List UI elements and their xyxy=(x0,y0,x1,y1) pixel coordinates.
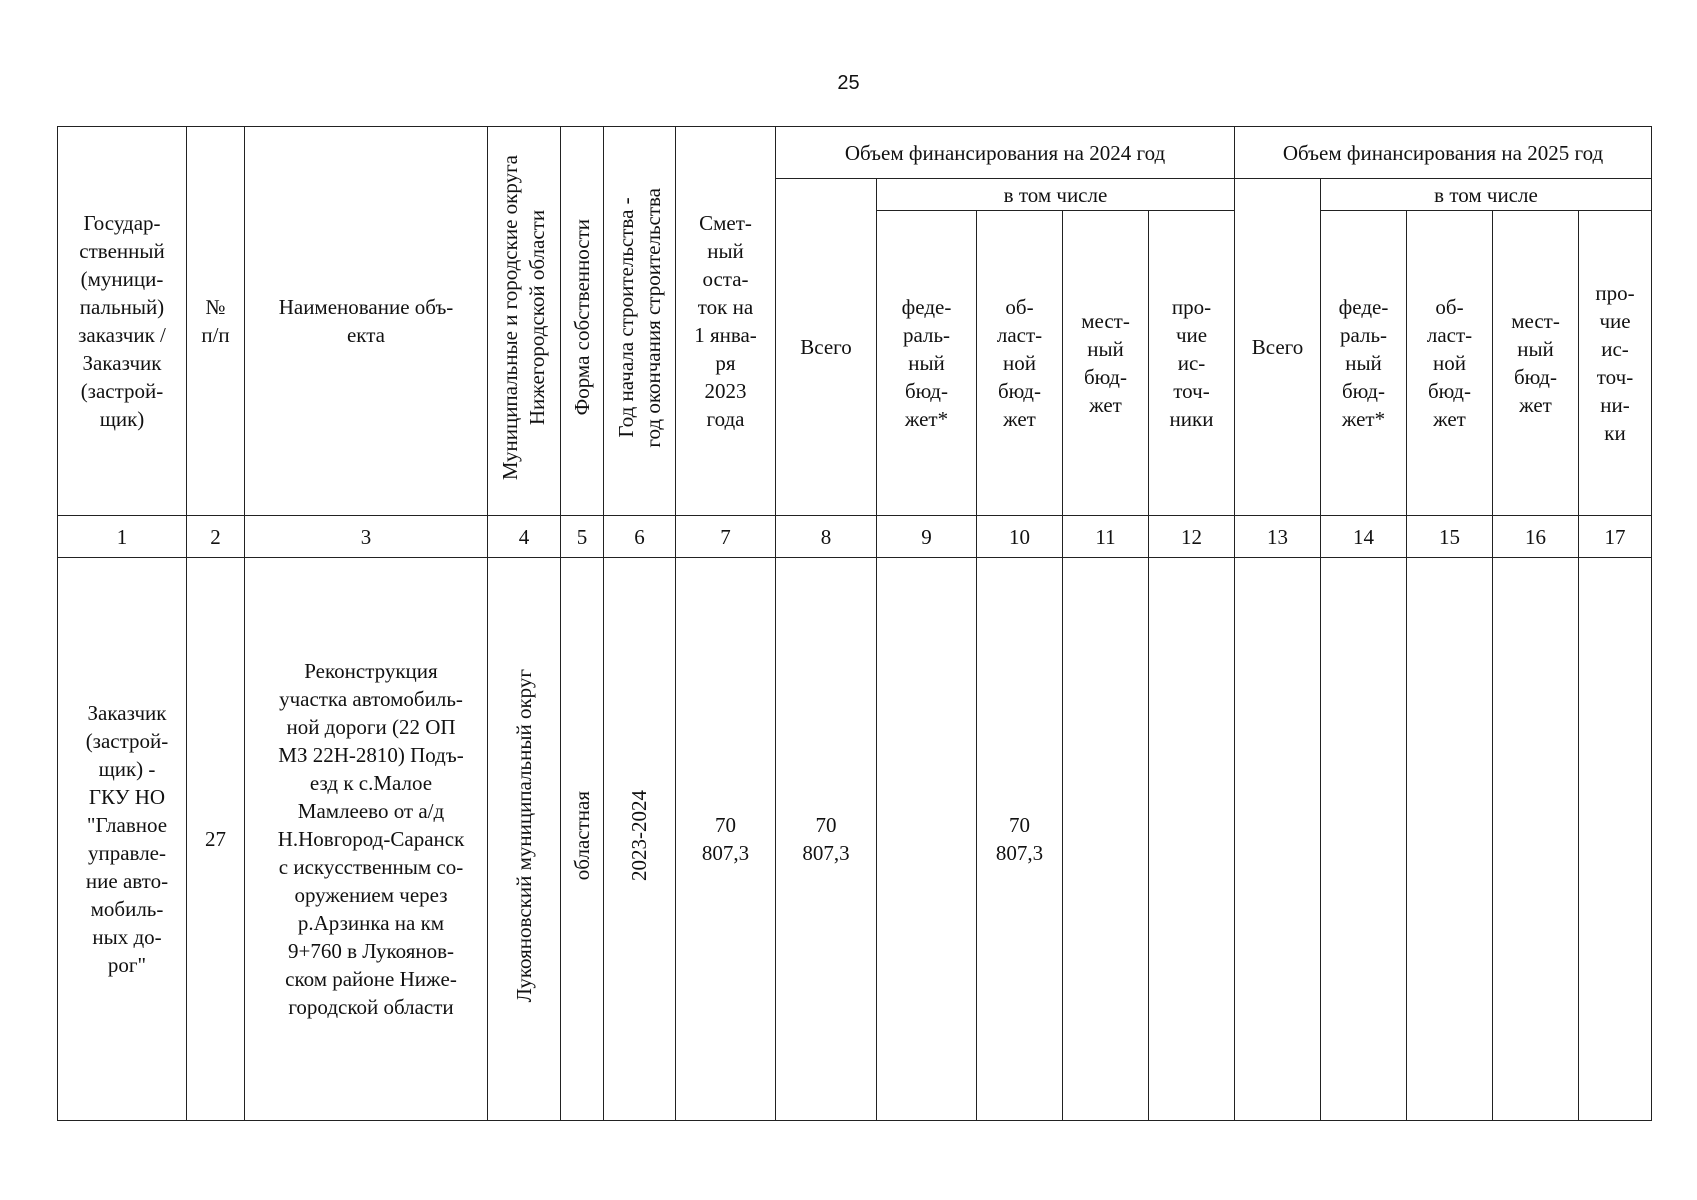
row-federal-2025 xyxy=(1321,558,1407,1121)
header-other-2025: про- чие ис- точ- ни- ки xyxy=(1579,211,1652,516)
header-num: № п/п xyxy=(187,127,245,516)
financing-table xyxy=(57,126,1652,1121)
row-local-2025 xyxy=(1493,558,1579,1121)
row-total-2024: 70 807,3 xyxy=(776,558,877,1121)
row-regional-2024: 70 807,3 xyxy=(977,558,1063,1121)
column-number: 2 xyxy=(187,516,245,558)
row-years: 2023-2024 xyxy=(604,558,676,1121)
column-number: 7 xyxy=(676,516,776,558)
row-ownership: областная xyxy=(561,558,604,1121)
row-customer: Заказчик (застрой- щик) - ГКУ НО "Главное управле- ние авто- мобиль- ных до- рог" xyxy=(58,558,187,1121)
page-number: 25 xyxy=(837,72,860,94)
row-remainder: 70 807,3 xyxy=(676,558,776,1121)
row-federal-2024 xyxy=(877,558,977,1121)
column-number: 3 xyxy=(245,516,488,558)
header-object-name: Наименование объ- екта xyxy=(245,127,488,516)
column-number: 1 xyxy=(58,516,187,558)
header-local-2025: мест- ный бюд- жет xyxy=(1493,211,1579,516)
column-number: 6 xyxy=(604,516,676,558)
header-funding-2024: Объем финансирования на 2024 год xyxy=(776,127,1235,179)
header-ownership: Форма собственности xyxy=(561,127,604,516)
column-number: 13 xyxy=(1235,516,1321,558)
header-other-2024: про- чие ис- точ- ники xyxy=(1149,211,1235,516)
header-federal-2025: феде- раль- ный бюд- жет* xyxy=(1321,211,1407,516)
column-number: 10 xyxy=(977,516,1063,558)
row-other-2024 xyxy=(1149,558,1235,1121)
column-number: 12 xyxy=(1149,516,1235,558)
row-municipality: Лукояновский муниципальный округ xyxy=(488,558,561,1121)
column-number: 15 xyxy=(1407,516,1493,558)
row-regional-2025 xyxy=(1407,558,1493,1121)
header-customer: Государ- ственный (муници- пальный) заказчик / Заказчик (застрой- щик) xyxy=(58,127,187,516)
header-including-2024: в том числе xyxy=(877,179,1235,211)
header-municipality: Муниципальные и городские округа Нижегородской области xyxy=(488,127,561,516)
column-number: 5 xyxy=(561,516,604,558)
header-total-2024: Всего xyxy=(776,179,877,516)
column-number: 9 xyxy=(877,516,977,558)
row-object-name: Реконструкция участка автомобиль- ной дороги (22 ОП МЗ 22Н-2810) Подъ- езд к с.Малое Мамлеево от а/д Н.Новгород-Саранск с искусственным со- оружением через р.Арзинка на км 9+760 в Лукоянов- ском районе Нижe- городской области xyxy=(245,558,488,1121)
column-number: 16 xyxy=(1493,516,1579,558)
table-row xyxy=(58,558,1652,1121)
column-number: 11 xyxy=(1063,516,1149,558)
column-number: 4 xyxy=(488,516,561,558)
row-other-2025 xyxy=(1579,558,1652,1121)
header-federal-2024: феде- раль- ный бюд- жет* xyxy=(877,211,977,516)
header-regional-2024: об- ласт- ной бюд- жет xyxy=(977,211,1063,516)
header-funding-2025: Объем финансирования на 2025 год xyxy=(1235,127,1652,179)
column-numbers-row xyxy=(58,516,1652,558)
header-remainder: Смет- ный оста- ток на 1 янва- ря 2023 года xyxy=(676,127,776,516)
column-number: 8 xyxy=(776,516,877,558)
header-local-2024: мест- ный бюд- жет xyxy=(1063,211,1149,516)
column-number: 17 xyxy=(1579,516,1652,558)
row-total-2025 xyxy=(1235,558,1321,1121)
row-local-2024 xyxy=(1063,558,1149,1121)
header-including-2025: в том числе xyxy=(1321,179,1652,211)
header-years: Год начала строительства - год окончания строительства xyxy=(604,127,676,516)
header-total-2025: Всего xyxy=(1235,179,1321,516)
row-num: 27 xyxy=(187,558,245,1121)
header-row-1 xyxy=(58,127,1652,179)
header-regional-2025: об- ласт- ной бюд- жет xyxy=(1407,211,1493,516)
column-number: 14 xyxy=(1321,516,1407,558)
